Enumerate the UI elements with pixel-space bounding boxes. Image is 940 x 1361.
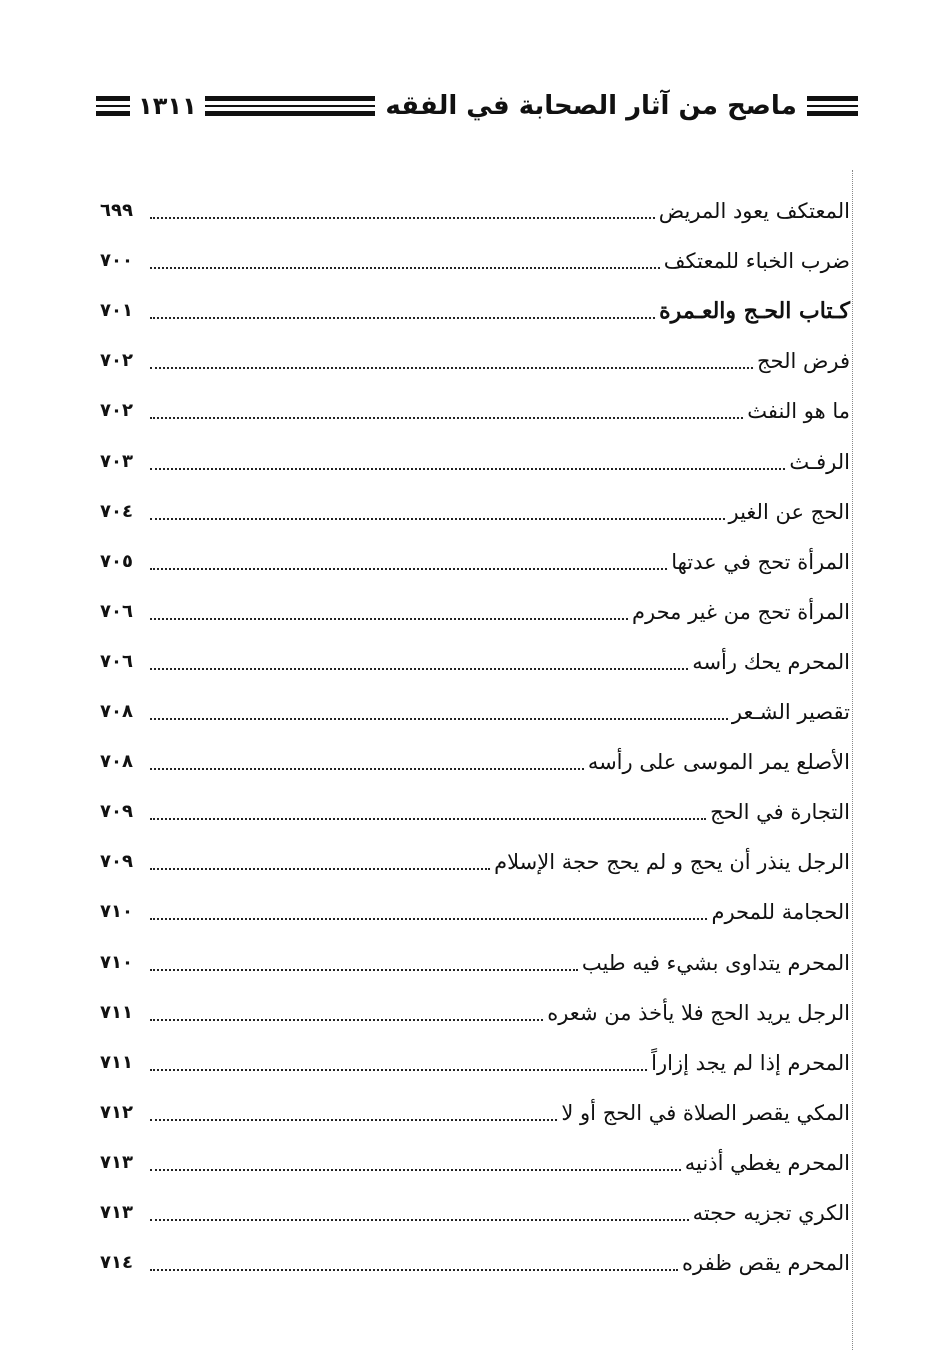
toc-entry-title: ما هو النفث [747, 399, 850, 424]
toc-entry-title: الحجامة للمحرم [711, 900, 850, 925]
toc-entry-title: المحرم يغطي أذنيه [684, 1150, 850, 1175]
dot-leader [150, 217, 655, 219]
toc-entry-page-number: ٧٠٣ [100, 450, 133, 472]
header-rule-right [807, 96, 858, 116]
toc-entry [100, 376, 850, 426]
toc-entry-page-number: ٧٠٤ [100, 500, 133, 522]
toc-entry-title: المكي يقصر الصلاة في الحج أو لا [561, 1100, 850, 1125]
toc-entry [100, 226, 850, 276]
toc-entry [100, 877, 850, 927]
margin-dotted-trace [852, 170, 853, 1350]
toc-entry-title: الأصلع يمر الموسى على رأسه [587, 750, 850, 775]
toc-entry [100, 1128, 850, 1178]
toc-entry [100, 577, 850, 627]
toc-entry-page-number: ٧٠٩ [100, 801, 133, 823]
toc-entry-page-number: ٧١٢ [100, 1101, 133, 1123]
toc-entry-title: المحرم يقص ظفره [682, 1251, 850, 1276]
table-of-contents [100, 176, 850, 1278]
toc-entry [100, 276, 850, 326]
toc-entry [100, 1028, 850, 1078]
toc-entry-title: الحج عن الغير [728, 499, 850, 524]
toc-entry-page-number: ٧١٤ [100, 1252, 133, 1274]
toc-entry-title: المعتكف يعود المريض [658, 199, 850, 224]
toc-entry [100, 326, 850, 376]
dot-leader [150, 1069, 647, 1071]
toc-entry [100, 1228, 850, 1278]
toc-entry [100, 677, 850, 727]
toc-entry-page-number: ٧٠٦ [100, 650, 133, 672]
toc-entry [100, 727, 850, 777]
toc-entry-page-number: ٧١٠ [100, 951, 133, 973]
dot-leader [150, 868, 490, 870]
toc-entry-page-number: ٧٠٨ [100, 751, 133, 773]
dot-leader [150, 417, 743, 419]
toc-entry-title: ضرب الخباء للمعتكف [663, 249, 850, 274]
toc-entry [100, 527, 850, 577]
toc-entry-page-number: ٧١٣ [100, 1201, 133, 1223]
dot-leader [150, 969, 578, 971]
toc-entry [100, 477, 850, 527]
toc-entry-title: الرجل يريد الحج فلا يأخذ من شعره [547, 1000, 850, 1025]
toc-entry-title: المرأة تحج في عدتها [671, 549, 850, 574]
dot-leader [150, 668, 688, 670]
dot-leader [150, 1169, 681, 1171]
dot-leader [150, 918, 707, 920]
toc-entry-page-number: ٧٠٩ [100, 851, 133, 873]
toc-entry-title: الكري تجزيه حجته [692, 1200, 850, 1225]
toc-entry-title: المحرم إذا لم يجد إزاراً [651, 1050, 850, 1075]
dot-leader [150, 1019, 543, 1021]
toc-entry-page-number: ٧٠٢ [100, 350, 133, 372]
dot-leader [150, 518, 725, 520]
dot-leader [150, 768, 584, 770]
toc-entry [100, 777, 850, 827]
toc-entry-page-number: ٧١٠ [100, 901, 133, 923]
toc-entry-title: المرأة تحج من غير محرم [632, 599, 850, 624]
toc-entry-page-number: ٧٠٥ [100, 550, 133, 572]
toc-entry-title: تقصير الشـعر [731, 700, 850, 725]
toc-entry-page-number: ٧١١ [100, 1051, 133, 1073]
toc-entry-page-number: ٧٠٢ [100, 400, 133, 422]
dot-leader [150, 367, 753, 369]
dot-leader [150, 1219, 689, 1221]
toc-entry-title: التجارة في الحج [710, 800, 850, 825]
toc-entry-page-number: ٧٠١ [100, 300, 133, 322]
toc-entry [100, 927, 850, 977]
dot-leader [150, 468, 785, 470]
toc-entry [100, 426, 850, 476]
toc-entry-title: المحرم يحك رأسه [692, 649, 850, 674]
toc-entry-title: فرض الحج [756, 349, 850, 374]
toc-entry [100, 627, 850, 677]
dot-leader [150, 267, 660, 269]
toc-entry-page-number: ٧١١ [100, 1001, 133, 1023]
toc-entry-title: المحرم يتداوى بشيء فيه طيب [581, 950, 850, 975]
header-page-number: ١٣١١ [138, 92, 197, 120]
dot-leader [150, 317, 655, 319]
dot-leader [150, 718, 728, 720]
toc-section-heading: كـتاب الحـج والعـمرة [659, 298, 850, 325]
toc-entry-title: الرجل ينذر أن يحج و لم يحج حجة الإسلام [494, 850, 850, 875]
header-title: ماصح من آثار الصحابة في الفقه [385, 91, 797, 121]
toc-entry [100, 827, 850, 877]
header-rule-middle [205, 96, 376, 116]
dot-leader [150, 568, 667, 570]
toc-entry-page-number: ٧١٣ [100, 1151, 133, 1173]
toc-entry [100, 1178, 850, 1228]
toc-entry [100, 176, 850, 226]
toc-entry-page-number: ٦٩٩ [100, 200, 133, 222]
running-header [96, 86, 858, 126]
dot-leader [150, 1269, 678, 1271]
dot-leader [150, 818, 706, 820]
toc-entry-page-number: ٧٠٦ [100, 600, 133, 622]
header-rule-left [96, 96, 130, 116]
toc-entry-title: الرفـث [789, 449, 850, 474]
dot-leader [150, 1119, 557, 1121]
toc-entry-page-number: ٧٠٠ [100, 250, 133, 272]
toc-entry [100, 1078, 850, 1128]
dot-leader [150, 618, 628, 620]
toc-entry [100, 978, 850, 1028]
toc-entry-page-number: ٧٠٨ [100, 701, 133, 723]
